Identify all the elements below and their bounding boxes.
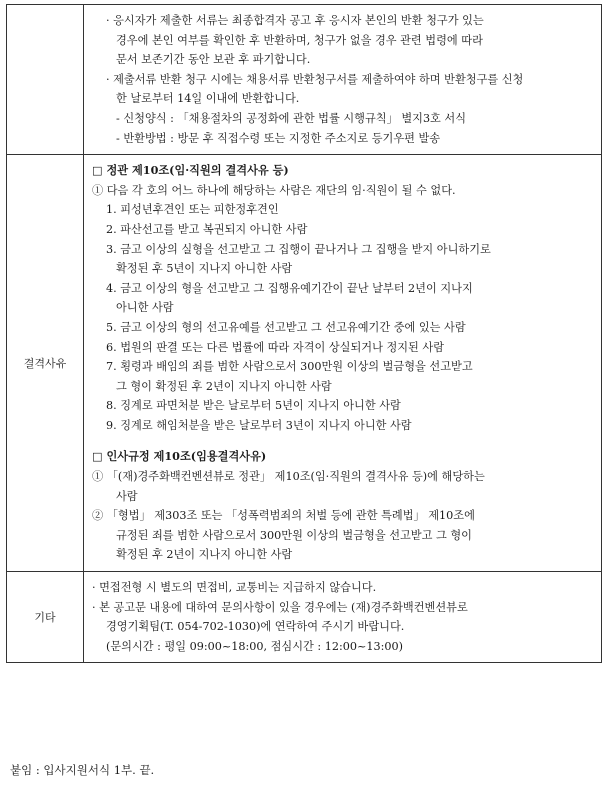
text-line: · 면접전형 시 별도의 면접비, 교통비는 지급하지 않습니다. [92,581,377,595]
text-line: 문서 보존기간 동안 보관 후 파기합니다. [116,53,311,67]
list-item: 1. 피성년후견인 또는 피한정후견인 [106,203,279,217]
rule-line: ① 「(재)경주화백컨벤션뷰로 정관」 제10조(임·직원의 결격사유 등)에 해당하는 [92,470,485,484]
list-item: 5. 금고 이상의 형의 선고유예를 선고받고 그 선고유예기간 중에 있는 사람 [106,320,466,334]
intro-line: ① 다음 각 호의 어느 하나에 해당하는 사람은 재단의 임·직원이 될 수 없다. [92,183,456,197]
list-item: 9. 징계로 해임처분을 받은 날로부터 3년이 지나지 아니한 사람 [106,418,412,432]
list-item: 8. 징계로 파면처분 받은 날로부터 5년이 지나지 아니한 사람 [106,399,401,413]
list-item: 확정된 후 5년이 지나지 아니한 사람 [116,262,293,276]
list-item: 6. 법원의 판결 또는 다른 법률에 따라 자격이 상실되거나 정지된 사람 [106,340,445,354]
list-item: 아니한 사람 [116,301,174,315]
notice-table [6,4,602,663]
text-line: - 반환방법 : 방문 후 직접수령 또는 지정한 주소지로 등기우편 발송 [116,131,441,145]
row-other [7,572,602,663]
text-line: · 응시자가 제출한 서류는 최종합격자 공고 후 응시자 본인의 반환 청구가 있는 [106,14,484,27]
content-other [84,572,602,663]
text-line: 한 날로부터 14일 이내에 반환합니다. [116,92,300,106]
label-submission [7,5,84,155]
section-heading: □ 정관 제10조(임·직원의 결격사유 등) [92,163,289,178]
text-line: (문의시간 : 평일 09:00~18:00, 점심시간 : 12:00~13:00) [106,639,403,653]
section-heading: □ 인사규정 제10조(임용결격사유) [92,449,267,464]
rule-line: 사람 [116,489,138,503]
text-line: · 본 공고문 내용에 대하여 문의사항이 있을 경우에는 (재)경주화백컨벤션뷰로 [92,600,468,614]
text-line: · 제출서류 반환 청구 시에는 채용서류 반환청구서를 제출하여야 하며 반환청구를 신청 [106,72,524,86]
rule-line: ② 「형법」 제303조 또는 「성폭력범죄의 처벌 등에 관한 특례법」 제10조에 [92,509,475,523]
rule-line: 확정된 후 2년이 지나지 아니한 사람 [116,548,293,562]
label-disqualification: 결격사유 [7,155,84,572]
attachment-note: 붙임 : 입사지원서식 1부. 끝. [10,763,155,777]
rule-line: 규정된 죄를 범한 사람으로서 300만원 이상의 벌금형을 선고받고 그 형이 [116,528,472,542]
text-line: - 신청양식 : 「채용절차의 공정화에 관한 법률 시행규칙」 별지3호 서식 [116,111,467,125]
content-submission [84,5,602,155]
list-item: 4. 금고 이상의 형을 선고받고 그 집행유예기간이 끝난 날부터 2년이 지나지 [106,281,473,295]
spacer [92,435,595,447]
content-disqualification [84,155,602,572]
text-line: 경우에 본인 여부를 확인한 후 반환하며, 청구가 없을 경우 관련 법령에 따라 [116,33,483,47]
row-submission [7,5,602,155]
list-item: 그 형이 확정된 후 2년이 지나지 아니한 사람 [116,379,332,393]
label-other: 기타 [7,572,84,663]
list-item: 7. 횡령과 배임의 죄를 범한 사람으로서 300만원 이상의 벌금형을 선고받고 [106,360,473,374]
text-line: 경영기획팀(T. 054-702-1030)에 연락하여 주시기 바랍니다. [106,620,405,634]
row-disqualification [7,155,602,572]
list-item: 3. 금고 이상의 실형을 선고받고 그 집행이 끝나거나 그 집행을 받지 아니하기로 [106,242,491,256]
list-item: 2. 파산선고를 받고 복권되지 아니한 사람 [106,222,308,236]
